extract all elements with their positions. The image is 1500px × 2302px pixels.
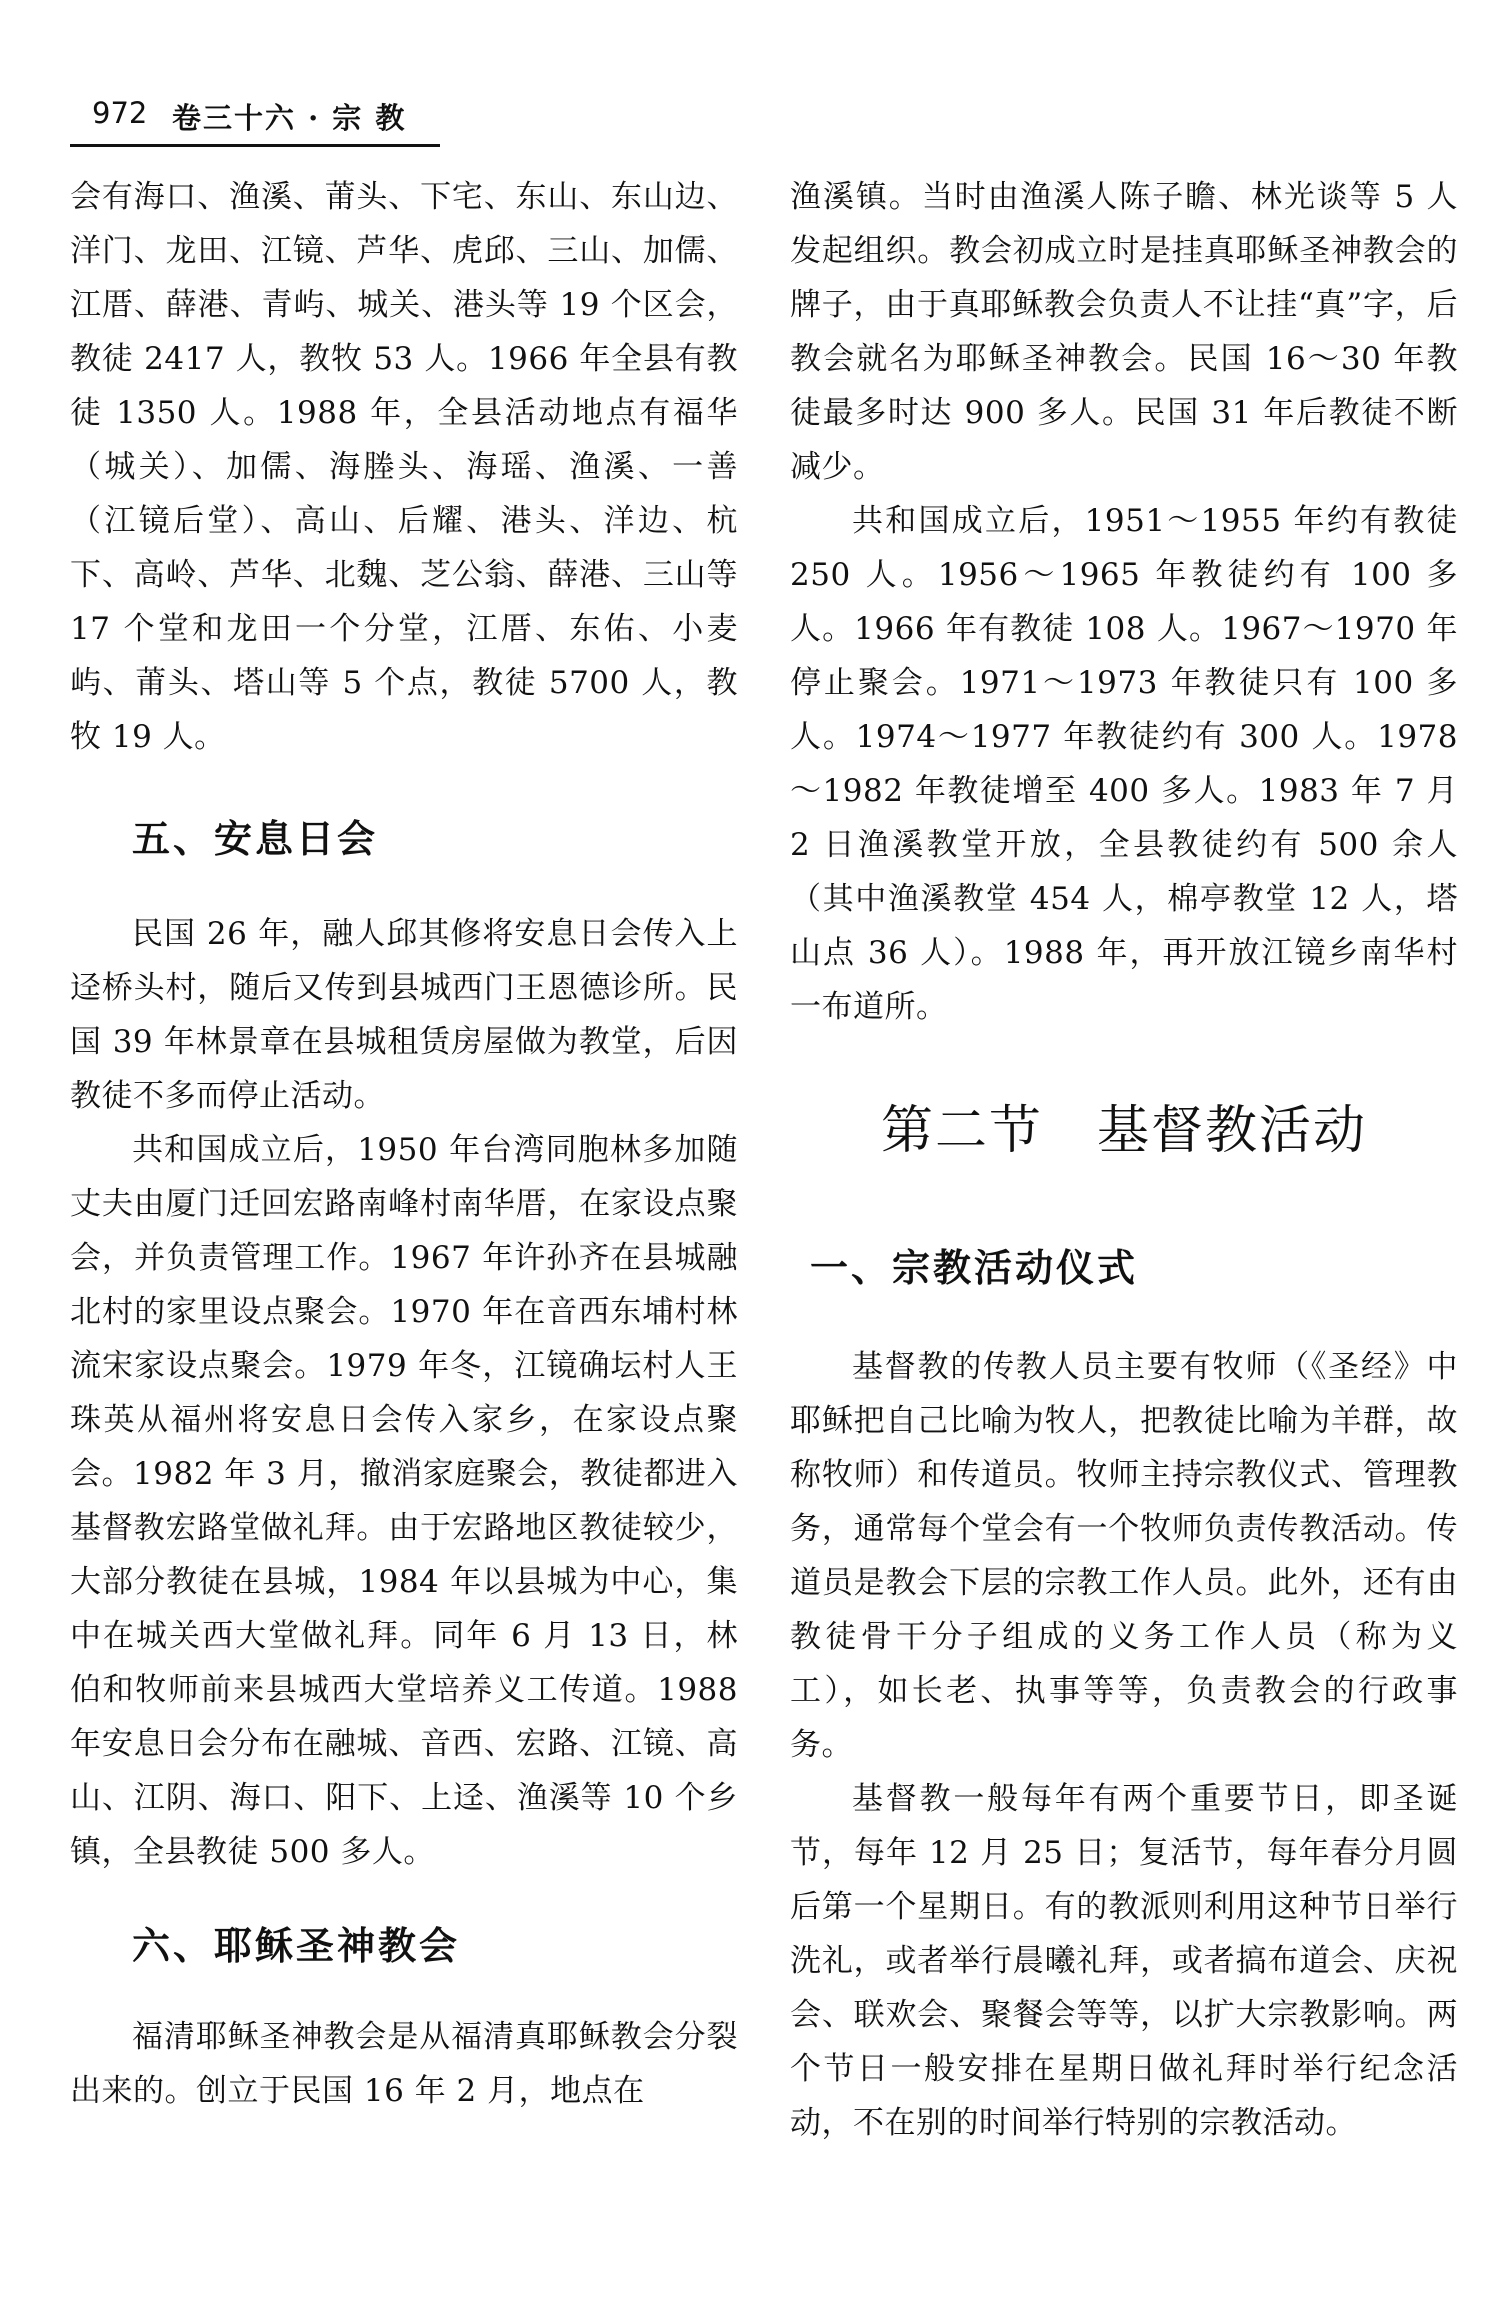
body-paragraph: 基督教的传教人员主要有牧师（《圣经》中耶稣把自己比喻为牧人，把教徒比喻为羊群，故称牧师）和传道员。牧师主持宗教仪式、管理教务，通常每个堂会有一个牧师负责传教活动。传道员是教会下层的宗教工作人员。此外，还有由教徒骨干分子组成的义务工作人员（称为义工），如长老、执事等等，负责教会的行政事务。 <box>790 1349 1458 1763</box>
section-heading-1: 一、宗教活动仪式 <box>810 1245 1139 1290</box>
page-header <box>70 92 440 147</box>
chapter-heading: 第二节 基督教活动 <box>880 1101 1367 1161</box>
body-paragraph: 渔溪镇。当时由渔溪人陈子瞻、林光谈等 5 人发起组织。教会初成立时是挂真耶稣圣神教会的牌子，由于真耶稣教会负责人不让挂“真”字，后教会就名为耶稣圣神教会。民国 16～30 年教徒最多时达 900 多人。民国 31 年后教徒不断减少。 <box>790 179 1458 485</box>
body-paragraph: 会有海口、渔溪、莆头、下宅、东山、东山边、洋门、龙田、江镜、芦华、虎邱、三山、加儒、江厝、薛港、青屿、城关、港头等 19 个区会，教徒 2417 人，教牧 53 人。1966 年全县有教徒 1350 人。1988 年，全县活动地点有福华（城关）、加儒、海塍头、海瑶、渔溪、一善（江镜后堂）、高山、后耀、港头、洋边、杭下、高岭、芦华、北魏、芝公翁、薛港、三山等 17 个堂和龙田一个分堂，江厝、东佑、小麦屿、莆头、塔山等 5 个点，教徒 5700 人，教牧 19 人。 <box>70 179 738 755</box>
section-heading-6: 六、耶稣圣神教会 <box>132 1923 461 1968</box>
body-paragraph: 基督教一般每年有两个重要节日，即圣诞节，每年 12 月 25 日；复活节，每年春分月圆后第一个星期日。有的教派则利用这种节日举行洗礼，或者举行晨曦礼拜，或者搞布道会、庆祝会、联欢会、聚餐会等等，以扩大宗教影响。两个节日一般安排在星期日做礼拜时举行纪念活动，不在别的时间举行特别的宗教活动。 <box>790 1781 1458 2141</box>
running-title: 卷三十六 · 宗 教 <box>172 101 407 135</box>
right-column <box>790 170 1458 2150</box>
body-paragraph: 民国 26 年，融人邱其修将安息日会传入上迳桥头村，随后又传到县城西门王恩德诊所。民国 39 年林景章在县城租赁房屋做为教堂，后因教徒不多而停止活动。 <box>70 916 738 1114</box>
body-paragraph: 共和国成立后，1950 年台湾同胞林多加随丈夫由厦门迁回宏路南峰村南华厝，在家设点聚会，并负责管理工作。1967 年许孙齐在县城融北村的家里设点聚会。1970 年在音西东埔村林流宋家设点聚会。1979 年冬，江镜确坛村人王珠英从福州将安息日会传入家乡，在家设点聚会。1982 年 3 月，撤消家庭聚会，教徒都进入基督教宏路堂做礼拜。由于宏路地区教徒较少，大部分教徒在县城，1984 年以县城为中心，集中在城关西大堂做礼拜。同年 6 月 13 日，林伯和牧师前来县城西大堂培养义工传道。1988 年安息日会分布在融城、音西、宏路、江镜、高山、江阴、海口、阳下、上迳、渔溪等 10 个乡镇，全县教徒 500 多人。 <box>70 1132 738 1870</box>
body-paragraph: 共和国成立后，1951～1955 年约有教徒 250 人。1956～1965 年教徒约有 100 多人。1966 年有教徒 108 人。1967～1970 年停止聚会。1971～1973 年教徒只有 100 多人。1974～1977 年教徒约有 300 人。1978～1982 年教徒增至 400 多人。1983 年 7 月 2 日渔溪教堂开放，全县教徒约有 500 余人（其中渔溪教堂 454 人，棉亭教堂 12 人，塔山点 36 人）。1988 年，再开放江镜乡南华村一布道所。 <box>790 503 1458 1025</box>
section-heading-5: 五、安息日会 <box>132 816 379 861</box>
page-number: 972 <box>92 96 148 130</box>
body-paragraph: 福清耶稣圣神教会是从福清真耶稣教会分裂出来的。创立于民国 16 年 2 月，地点在 <box>70 2019 738 2109</box>
left-column <box>70 170 738 2118</box>
